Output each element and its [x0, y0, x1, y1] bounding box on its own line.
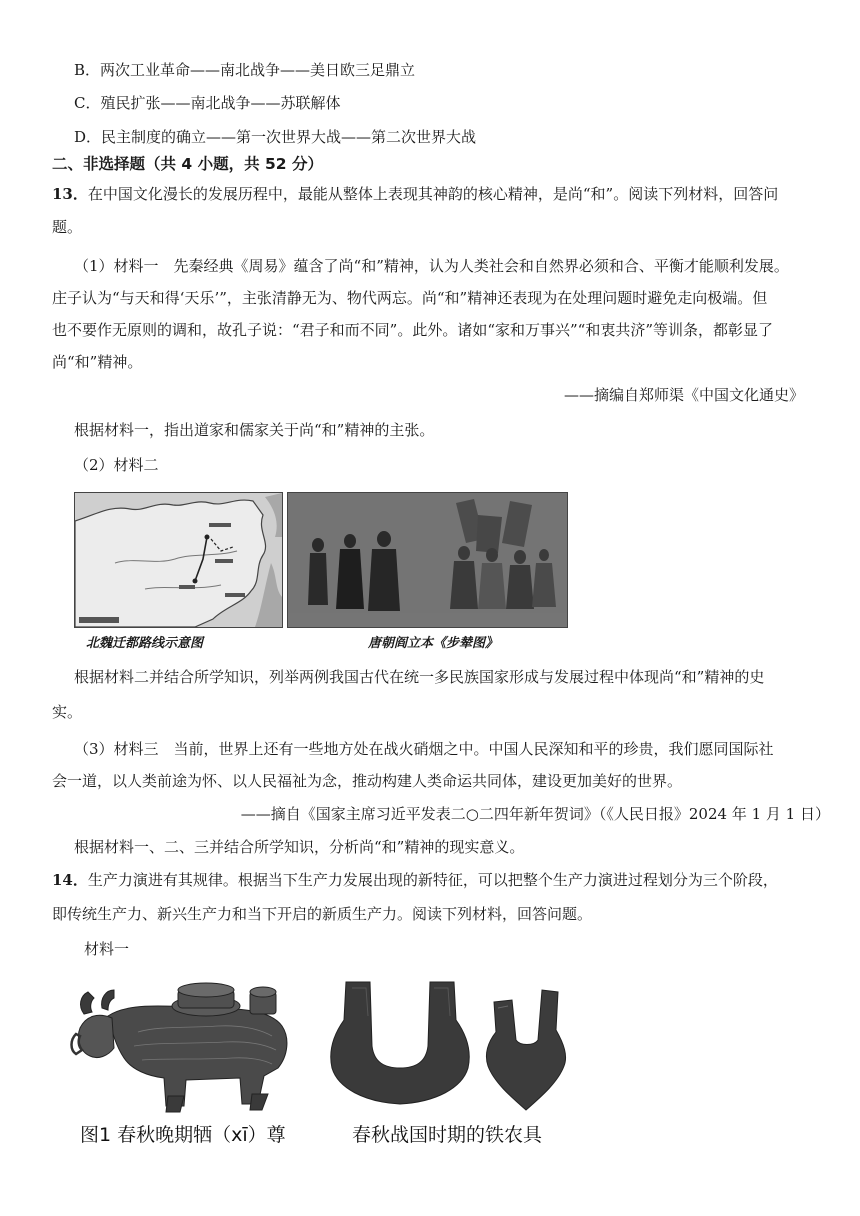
painting-bunian-tu-figure	[287, 492, 568, 628]
q13-part3-line-2: 会一道，以人类前途为怀、以人民福祉为念，推动构建人类命运共同体，建设更加美好的世界。	[52, 772, 683, 790]
q13-part3-line-1: （3）材料三 当前，世界上还有一些地方处在战火硝烟之中。中国人民深知和平的珍贵，我们愿同国际社	[74, 740, 774, 758]
q13-number: 13．	[52, 185, 88, 203]
map-illustration	[75, 493, 282, 627]
q14-stem-line-1	[52, 870, 778, 890]
q13-part1-question: 根据材料一，指出道家和儒家关于尚“和”精神的主张。	[74, 421, 435, 439]
q13-part1-source: ——摘编自郑师渠《中国文化通史》	[563, 386, 804, 404]
q14-number: 14．	[52, 871, 88, 889]
option-b: B．两次工业革命——南北战争——美日欧三足鼎立	[74, 61, 416, 79]
option-d: D．民主制度的确立——第一次世界大战——第二次世界大战	[74, 128, 477, 146]
q14-stem-line-2: 即传统生产力、新兴生产力和当下开启的新质生产力。阅读下列材料，回答问题。	[52, 905, 593, 923]
q13-stem-text: 在中国文化漫长的发展历程中，最能从整体上表现其神韵的核心精神，是尚“和”。阅读下列材料，回答问	[87, 185, 779, 203]
q13-stem-line-1	[52, 184, 778, 204]
option-c: C．殖民扩张——南北战争——苏联解体	[74, 94, 341, 112]
q13-part1-line-4: 尚“和”精神。	[52, 353, 143, 371]
q13-part1-line-1: （1）材料一 先秦经典《周易》蕴含了尚“和”精神，认为人类社会和自然界必须和合、平衡才能顺利发展。	[74, 257, 789, 275]
q13-part3-question: 根据材料一、二、三并结合所学知识，分析尚“和”精神的现实意义。	[74, 838, 525, 856]
iron-plowshare-illustration	[484, 982, 570, 1112]
q13-part1-line-2: 庄子认为“与天和得‘天乐’”，主张清静无为、物代两忘。尚“和”精神还表现为在处理问题时避免走向极端。但	[52, 289, 768, 307]
q13-part2-label: （2）材料二	[74, 456, 159, 474]
q13-part1-line-3: 也不要作无原则的调和，故孔子说：“君子和而不同”。此外。诸如“家和万事兴”“和衷共济”等训条，都彰显了	[52, 321, 774, 339]
q13-part3-source: ——摘自《国家主席习近平发表二○二四年新年贺词》（《人民日报》2024 年 1 月 1 日）	[240, 805, 830, 823]
fig2-caption: 春秋战国时期的铁农具	[352, 1124, 543, 1146]
section-title: 二、非选择题（共 4 小题，共 52 分）	[52, 155, 323, 173]
q13-part2-question-line-2: 实。	[52, 703, 83, 721]
iron-u-hoe-illustration	[322, 976, 478, 1112]
q14-material1-label: 材料一	[84, 940, 130, 958]
map-northern-wei-figure	[74, 492, 283, 628]
q13-part2-question-line-1: 根据材料二并结合所学知识，列举两例我国古代在统一多民族国家形成与发展过程中体现尚“和”精神的史	[74, 668, 765, 686]
q14-stem-text: 生产力演进有其规律。根据当下生产力发展出现的新特征，可以把整个生产力演进过程划分为三个阶段，	[87, 871, 778, 889]
bronze-xi-zun-illustration	[68, 972, 304, 1120]
map-caption: 北魏迁都路线示意图	[86, 636, 204, 651]
fig1-caption: 图1 春秋晚期牺（xī）尊	[80, 1124, 286, 1146]
painting-caption: 唐朝阎立本《步辇图》	[368, 636, 499, 651]
painting-illustration	[288, 493, 567, 627]
q13-stem-line-2: 题。	[52, 218, 83, 236]
